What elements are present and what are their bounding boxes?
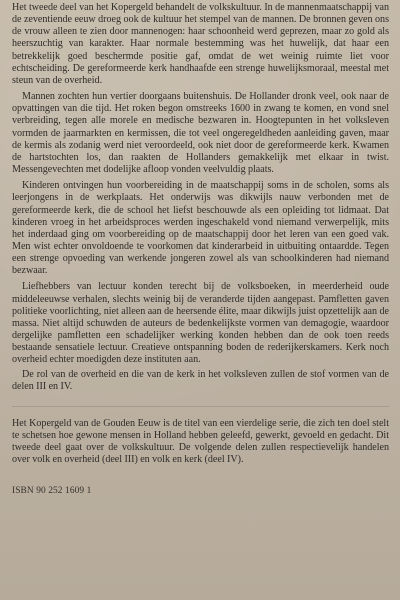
paragraph-vertier: Mannen zochten hun vertier doorgaans buitenshuis. De Hollander dronk veel, ook naar de opvattingen van die tijd. Het roken begon omstreeks 1600 in zwang te komen, en vond snel verbreiding, tegen alle morele en medische bezwaren in. Hoogtepunten in het volksleven vormden de jaarmarkten en kermissen, die tot veel ongeregeldheden aanleiding gaven, maar de kermis als zodanig werd niet veroordeeld, ook niet door de gereformeerde kerk. Kwamen de hartstochten los, dan raakten de Hollanders gemakkelijk met elkaar in twist. Messengevechten met dodelijke afloop vonden veelvuldig plaats. (12, 91, 389, 176)
paragraph-kinderen: Kinderen ontvingen hun voorbereiding in de maatschappij soms in de scholen, soms als leerjongens in de werkplaats. Het onderwijs was dikwijls nauw verbonden met de gereformeerde kerk, die de school het liefst beschouwde als een opleiding tot lidmaat. Dat kinderen vroeg in het arbeidsproces werden ingeschakeld vond niemand verwerpelijk, mits het inderdaad ging om voorbereiding op de maatschappij door het leren van een goed vak. Men wist echter onvoldoende te voorkomen dat kinderarbeid in uitbuiting ontaardde. Tegen een strenge opvoeding van werkende jongeren zowel als van schoolkinderen had niemand bezwaar. (12, 180, 389, 277)
isbn-number: ISBN 90 252 1609 1 (12, 485, 92, 496)
series-summary: Het Kopergeld van de Gouden Eeuw is de titel van een vierdelige serie, die zich ten doel stelt te schetsen hoe gewone mensen in Holland hebben geleefd, gewerkt, gevoeld en gedacht. Dit tweede deel gaat over de volkskultuur. De volgende delen zullen respectievelijk handelen over volk en overheid (deel III) en volk en kerk (deel IV). (12, 417, 389, 466)
paragraph-lectuur: Liefhebbers van lectuur konden terecht bij de volksboeken, in meerderheid oude middeleeuwse verhalen, slechts weinig bij de veranderde tijden aangepast. Pamfletten gaven politieke voorlichting, niet alleen aan de heersende élite, maar dikwijls juist opzettelijk aan de massa. Niet altijd schuwden de auteurs de bedenkelijkste vormen van demagogie, waardoor dergelijke pamfletten een schadelijker werking konden hebben dan de ook toen reeds bestaande sensatiele lectuur. Creatieve ontspanning boden de rederijkerskamers. Kerk noch overheid echter moedigden deze instituten aan. (12, 281, 389, 366)
body-text (12, 2, 389, 393)
paragraph-overheid-kerk: De rol van de overheid en die van de kerk in het volksleven zullen de stof vormen van de delen III en IV. (12, 368, 389, 392)
section-divider (12, 406, 389, 407)
paragraph-volkskultuur: Het tweede deel van het Kopergeld behandelt de volkskultuur. In de mannenmaatschappij van de zeventiende eeuw droeg ook de kultuur het stempel van de mannen. De bronnen geven ons de vrouw alleen te zien door mannenogen: haar schoonheid werd geprezen, maar zo gold als heerszuchtig van karakter. Haar normale bestemming was het huwelijk, dat haar een betrekkelijk goed beschermde positie gaf, omdat de wet weinig ruimte liet voor echtscheiding. De gereformeerde kerk handhaafde een strenge huwelijksmoraal, meestal met steun van de overheid. (12, 2, 389, 86)
